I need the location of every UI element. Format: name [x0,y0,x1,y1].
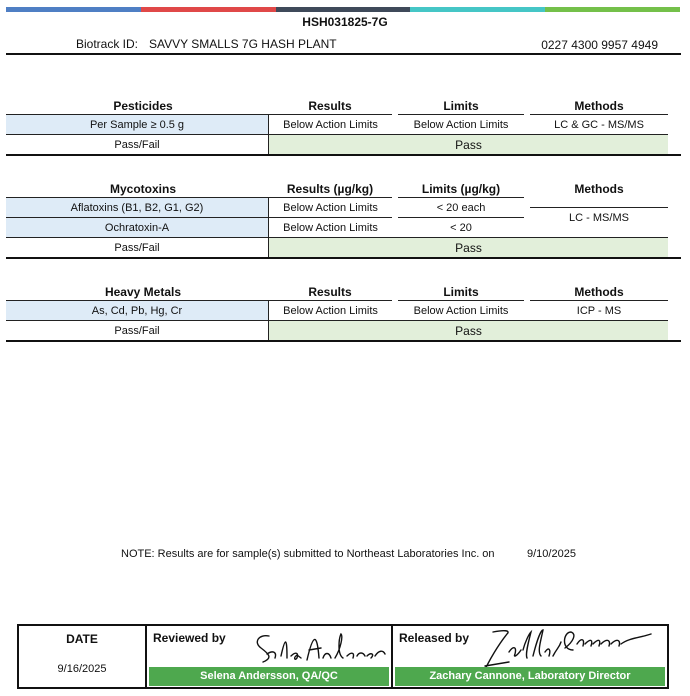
results-header: Results (µg/kg) [286,182,374,196]
analyte-name: Ochratoxin-A [6,217,268,237]
pass-fail-value: Pass [268,134,668,154]
reviewer-signature-icon [251,628,391,666]
biotrack-value: SAVVY SMALLS 7G HASH PLANT [149,37,337,51]
method-value: ICP - MS [530,300,668,320]
reviewed-cell [147,626,393,687]
biotrack-label: Biotrack ID: [76,37,139,51]
reviewed-label: Reviewed by [153,631,226,645]
section-title: Pesticides [113,99,173,113]
results-header: Results [308,285,352,299]
table-row [6,217,681,237]
color-band [6,7,680,12]
submission-note: NOTE: Results are for sample(s) submitted to Northeast Laboratories Inc. on [121,548,495,560]
section-divider [6,257,681,259]
heavy-metals-section [6,283,681,342]
date-value: 9/16/2025 [57,663,107,675]
pass-fail-row [6,237,681,257]
released-cell [393,626,667,687]
table-row [6,114,681,134]
pass-fail-label: Pass/Fail [6,320,268,340]
analyte-name: Aflatoxins (B1, B2, G1, G2) [6,197,268,217]
limit-value: < 20 each [398,197,524,217]
released-label: Released by [399,631,470,645]
section-header [6,283,681,300]
section-header [6,180,681,197]
result-value: Below Action Limits [268,197,392,217]
analyte-name: As, Cd, Pb, Hg, Cr [6,300,268,320]
date-cell [19,626,147,687]
signature-block [17,624,669,689]
limits-header: Limits (µg/kg) [421,182,501,196]
results-header: Results [308,99,352,113]
limits-header: Limits [443,285,479,299]
methods-header: Methods [574,182,624,196]
pass-fail-label: Pass/Fail [6,134,268,154]
limit-value: Below Action Limits [398,114,524,134]
barcode-number: 0227 4300 9957 4949 [541,38,658,52]
pass-fail-row [6,320,681,340]
result-value: Below Action Limits [268,114,392,134]
section-divider [6,154,681,156]
methods-header: Methods [574,99,624,113]
analyte-name: Per Sample ≥ 0.5 g [6,114,268,134]
pass-fail-value: Pass [268,320,668,340]
color-band-segment [410,7,545,12]
section-header [6,97,681,114]
methods-header: Methods [574,285,624,299]
table-row [6,300,681,320]
color-band-segment [276,7,411,12]
method-value: LC & GC - MS/MS [530,114,668,134]
color-band-segment [6,7,141,12]
mycotoxins-section [6,180,681,259]
releaser-name: Zachary Cannone, Laboratory Director [395,667,665,686]
reviewer-name: Selena Andersson, QA/QC [149,667,389,686]
pass-fail-row [6,134,681,154]
date-label: DATE [66,632,98,646]
section-title: Mycotoxins [109,182,176,196]
result-value: Below Action Limits [268,217,392,237]
pesticides-section [6,97,681,156]
submission-date: 9/10/2025 [527,548,576,560]
header-divider [6,53,681,55]
limit-value: < 20 [398,217,524,237]
color-band-segment [141,7,276,12]
method-value: LC - MS/MS [530,207,668,227]
section-title: Heavy Metals [104,285,182,299]
limit-value: Below Action Limits [398,300,524,320]
pass-fail-label: Pass/Fail [6,237,268,257]
pass-fail-value: Pass [268,237,668,257]
limits-header: Limits [443,99,479,113]
color-band-segment [545,7,680,12]
sample-id: HSH031825-7G [302,15,388,29]
table-row [6,197,681,224]
result-value: Below Action Limits [268,300,392,320]
section-divider [6,340,681,342]
